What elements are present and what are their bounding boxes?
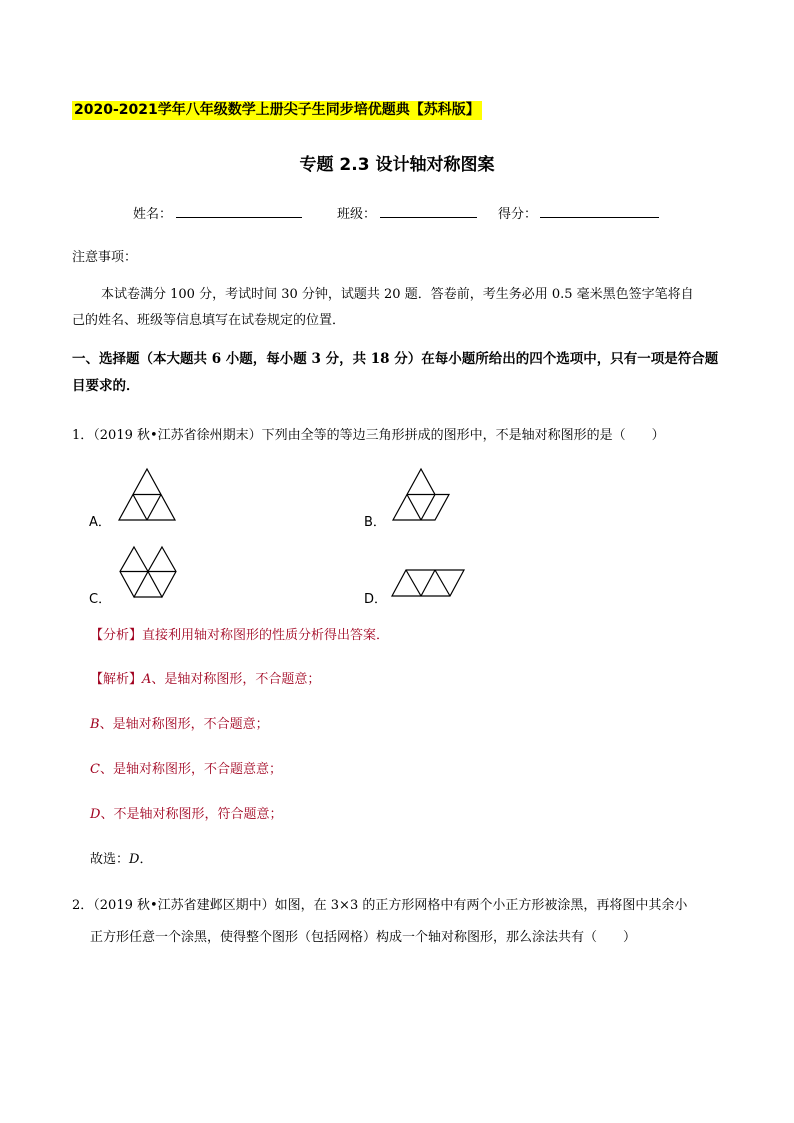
header-banner: 2020-2021学年八年级数学上册尖子生同步培优题典【苏科版】 — [74, 102, 480, 118]
solution-c-letter: C — [90, 762, 100, 777]
q1-stem: 1．（2019 秋•江苏省徐州期末）下列由全等的等边三角形拼成的图形中，不是轴对称图形的是（ ） — [72, 428, 665, 443]
option-a-inner-right — [147, 495, 161, 521]
name-blank[interactable] — [176, 217, 302, 218]
option-d-inner-1 — [406, 570, 421, 596]
solution-tag: 【解析】 — [90, 672, 143, 687]
solution-a-text: 、是轴对称图形，不合题意； — [151, 672, 321, 687]
student-info-row — [0, 203, 794, 223]
solution-b-text: 、是轴对称图形，不合题意； — [99, 717, 269, 732]
section-heading-line-1: 一、选择题（本大题共 6 小题，每小题 3 分，共 18 分）在每小题所给出的四个选项中，只有一项是符合题 — [72, 351, 719, 367]
option-a-inner-left — [133, 495, 147, 521]
q1-solution-a — [90, 670, 320, 690]
q1-option-b-figure — [389, 466, 454, 524]
q1-option-b-label[interactable]: B． — [364, 515, 386, 530]
notice-line-2: 己的姓名、班级等信息填写在试卷规定的位置． — [72, 313, 346, 328]
q1-solution-b — [90, 715, 269, 735]
q1-option-d-label[interactable]: D． — [364, 592, 388, 607]
option-d-inner-3 — [435, 570, 450, 596]
notice-heading: 注意事项： — [72, 250, 138, 265]
class-blank[interactable] — [380, 217, 477, 218]
solution-b-letter: B — [90, 717, 100, 732]
analysis-tag: 【分析】 — [90, 628, 143, 643]
answer-letter: D — [129, 852, 140, 867]
analysis-text: 直接利用轴对称图形的性质分析得出答案． — [142, 628, 390, 643]
solution-a-letter: A — [142, 672, 152, 687]
class-label: 班级： — [337, 207, 377, 222]
answer-suffix: ． — [139, 852, 153, 867]
q1-solution-c — [90, 760, 282, 780]
option-b-inner-2 — [421, 495, 435, 521]
q1-option-d-figure — [388, 566, 470, 600]
q1-option-a-figure — [115, 466, 180, 524]
answer-prefix: 故选： — [90, 852, 130, 867]
q2-stem-line-1: 2．（2019 秋•江苏省建邺区期中）如图，在 3×3 的正方形网格中有两个小正方形被涂黑，再将图中其余小 — [72, 898, 688, 913]
score-label: 得分： — [498, 207, 538, 222]
solution-d-text: 、不是轴对称图形，符合题意； — [100, 807, 283, 822]
option-d-inner-2 — [421, 570, 435, 596]
score-blank[interactable] — [540, 217, 659, 218]
option-b-inner-1 — [407, 495, 421, 521]
q1-option-c-figure — [113, 544, 183, 602]
solution-d-letter: D — [90, 807, 101, 822]
solution-c-text: 、是轴对称图形，不合题意意； — [99, 762, 282, 777]
section-heading-line-2: 目要求的． — [72, 378, 140, 394]
page-title: 专题 2.3 设计轴对称图案 — [299, 155, 495, 175]
q1-analysis — [90, 626, 389, 646]
q1-option-c-label[interactable]: C． — [89, 592, 112, 607]
q1-answer — [90, 850, 152, 870]
name-label: 姓名： — [133, 207, 173, 222]
q2-stem-line-2: 正方形任意一个涂黑，使得整个图形（包括网格）构成一个轴对称图形，那么涂法共有（ ） — [90, 930, 637, 945]
q1-option-a-label[interactable]: A． — [89, 515, 111, 530]
q1-solution-d — [90, 805, 282, 825]
notice-line-1: 本试卷满分 100 分，考试时间 30 分钟，试题共 20 题．答卷前，考生务必用 0.5 毫米黑色签字笔将自 — [101, 287, 694, 302]
